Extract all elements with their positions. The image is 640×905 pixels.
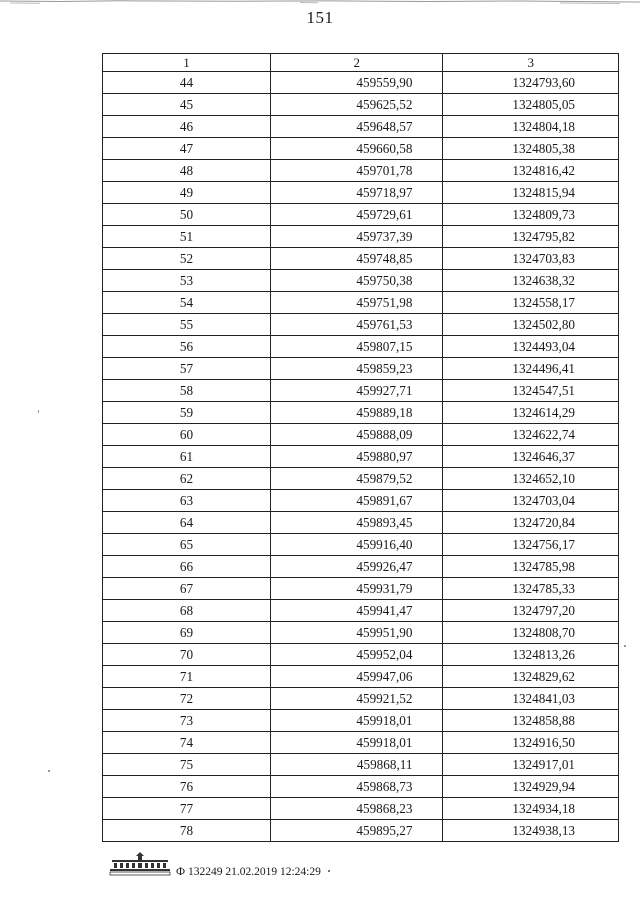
x-coordinate-cell: 459751,98 — [271, 292, 443, 314]
registration-stamp: Ф 132249 21.02.2019 12:24:29 — [176, 866, 321, 878]
table-row — [103, 622, 619, 644]
x-coordinate-cell: 459737,39 — [271, 226, 443, 248]
table-row — [103, 600, 619, 622]
point-number-cell: 71 — [103, 666, 271, 688]
y-coordinate-cell: 1324502,80 — [443, 314, 619, 336]
x-coordinate-cell: 459868,73 — [271, 776, 443, 798]
table-row — [103, 666, 619, 688]
y-coordinate-cell: 1324652,10 — [443, 468, 619, 490]
table-row — [103, 314, 619, 336]
point-number-cell: 49 — [103, 182, 271, 204]
point-number-cell: 70 — [103, 644, 271, 666]
x-coordinate-cell: 459921,52 — [271, 688, 443, 710]
y-coordinate-cell: 1324622,74 — [443, 424, 619, 446]
y-coordinate-cell: 1324805,05 — [443, 94, 619, 116]
x-coordinate-cell: 459918,01 — [271, 732, 443, 754]
y-coordinate-cell: 1324785,33 — [443, 578, 619, 600]
x-coordinate-cell: 459918,01 — [271, 710, 443, 732]
y-coordinate-cell: 1324808,70 — [443, 622, 619, 644]
point-number-cell: 54 — [103, 292, 271, 314]
x-coordinate-cell: 459660,58 — [271, 138, 443, 160]
y-coordinate-cell: 1324841,03 — [443, 688, 619, 710]
point-number-cell: 46 — [103, 116, 271, 138]
table-row — [103, 446, 619, 468]
table-row — [103, 424, 619, 446]
point-number-cell: 76 — [103, 776, 271, 798]
y-coordinate-cell: 1324804,18 — [443, 116, 619, 138]
table-row — [103, 380, 619, 402]
x-coordinate-cell: 459951,90 — [271, 622, 443, 644]
x-coordinate-cell: 459888,09 — [271, 424, 443, 446]
point-number-cell: 59 — [103, 402, 271, 424]
y-coordinate-cell: 1324720,84 — [443, 512, 619, 534]
point-number-cell: 68 — [103, 600, 271, 622]
y-coordinate-cell: 1324829,62 — [443, 666, 619, 688]
x-coordinate-cell: 459880,97 — [271, 446, 443, 468]
y-coordinate-cell: 1324934,18 — [443, 798, 619, 820]
point-number-cell: 77 — [103, 798, 271, 820]
point-number-cell: 74 — [103, 732, 271, 754]
column-header-3: 3 — [443, 54, 619, 72]
table-row — [103, 292, 619, 314]
y-coordinate-cell: 1324614,29 — [443, 402, 619, 424]
table-row — [103, 468, 619, 490]
table-row — [103, 754, 619, 776]
y-coordinate-cell: 1324795,82 — [443, 226, 619, 248]
column-header-1: 1 — [103, 54, 271, 72]
x-coordinate-cell: 459931,79 — [271, 578, 443, 600]
table-row — [103, 94, 619, 116]
x-coordinate-cell: 459701,78 — [271, 160, 443, 182]
x-coordinate-cell: 459648,57 — [271, 116, 443, 138]
y-coordinate-cell: 1324797,20 — [443, 600, 619, 622]
x-coordinate-cell: 459947,06 — [271, 666, 443, 688]
point-number-cell: 73 — [103, 710, 271, 732]
scan-speck — [38, 410, 39, 413]
point-number-cell: 50 — [103, 204, 271, 226]
y-coordinate-cell: 1324809,73 — [443, 204, 619, 226]
table-row — [103, 248, 619, 270]
x-coordinate-cell: 459889,18 — [271, 402, 443, 424]
x-coordinate-cell: 459868,23 — [271, 798, 443, 820]
point-number-cell: 48 — [103, 160, 271, 182]
y-coordinate-cell: 1324929,94 — [443, 776, 619, 798]
y-coordinate-cell: 1324547,51 — [443, 380, 619, 402]
table-row — [103, 182, 619, 204]
table-row — [103, 270, 619, 292]
y-coordinate-cell: 1324793,60 — [443, 72, 619, 94]
point-number-cell: 67 — [103, 578, 271, 600]
table-row — [103, 578, 619, 600]
point-number-cell: 56 — [103, 336, 271, 358]
scan-edge-noise — [0, 0, 640, 6]
point-number-cell: 53 — [103, 270, 271, 292]
point-number-cell: 69 — [103, 622, 271, 644]
point-number-cell: 78 — [103, 820, 271, 842]
x-coordinate-cell: 459941,47 — [271, 600, 443, 622]
point-number-cell: 44 — [103, 72, 271, 94]
point-number-cell: 55 — [103, 314, 271, 336]
x-coordinate-cell: 459748,85 — [271, 248, 443, 270]
y-coordinate-cell: 1324493,04 — [443, 336, 619, 358]
point-number-cell: 51 — [103, 226, 271, 248]
table-row — [103, 820, 619, 842]
point-number-cell: 75 — [103, 754, 271, 776]
x-coordinate-cell: 459625,52 — [271, 94, 443, 116]
point-number-cell: 45 — [103, 94, 271, 116]
table-row — [103, 710, 619, 732]
x-coordinate-cell: 459916,40 — [271, 534, 443, 556]
table-row — [103, 644, 619, 666]
scan-speck — [328, 870, 330, 872]
point-number-cell: 52 — [103, 248, 271, 270]
table-row — [103, 798, 619, 820]
x-coordinate-cell: 459750,38 — [271, 270, 443, 292]
table-row — [103, 160, 619, 182]
x-coordinate-cell: 459893,45 — [271, 512, 443, 534]
point-number-cell: 64 — [103, 512, 271, 534]
table-header-row — [103, 54, 619, 72]
y-coordinate-cell: 1324756,17 — [443, 534, 619, 556]
table-row — [103, 776, 619, 798]
x-coordinate-cell: 459718,97 — [271, 182, 443, 204]
scan-speck — [624, 645, 626, 647]
table-row — [103, 336, 619, 358]
y-coordinate-cell: 1324805,38 — [443, 138, 619, 160]
table-row — [103, 512, 619, 534]
y-coordinate-cell: 1324785,98 — [443, 556, 619, 578]
y-coordinate-cell: 1324816,42 — [443, 160, 619, 182]
table-row — [103, 358, 619, 380]
x-coordinate-cell: 459879,52 — [271, 468, 443, 490]
y-coordinate-cell: 1324858,88 — [443, 710, 619, 732]
x-coordinate-cell: 459952,04 — [271, 644, 443, 666]
coordinates-table — [102, 53, 619, 842]
point-number-cell: 57 — [103, 358, 271, 380]
y-coordinate-cell: 1324815,94 — [443, 182, 619, 204]
y-coordinate-cell: 1324916,50 — [443, 732, 619, 754]
table-row — [103, 490, 619, 512]
table-row — [103, 534, 619, 556]
y-coordinate-cell: 1324638,32 — [443, 270, 619, 292]
page-number: 151 — [306, 8, 334, 27]
x-coordinate-cell: 459926,47 — [271, 556, 443, 578]
x-coordinate-cell: 459807,15 — [271, 336, 443, 358]
x-coordinate-cell: 459868,11 — [271, 754, 443, 776]
y-coordinate-cell: 1324496,41 — [443, 358, 619, 380]
x-coordinate-cell: 459859,23 — [271, 358, 443, 380]
point-number-cell: 58 — [103, 380, 271, 402]
y-coordinate-cell: 1324646,37 — [443, 446, 619, 468]
y-coordinate-cell: 1324558,17 — [443, 292, 619, 314]
table-row — [103, 72, 619, 94]
table-row — [103, 688, 619, 710]
point-number-cell: 65 — [103, 534, 271, 556]
y-coordinate-cell: 1324813,26 — [443, 644, 619, 666]
table-row — [103, 402, 619, 424]
point-number-cell: 61 — [103, 446, 271, 468]
x-coordinate-cell: 459895,27 — [271, 820, 443, 842]
point-number-cell: 66 — [103, 556, 271, 578]
table-row — [103, 138, 619, 160]
y-coordinate-cell: 1324703,83 — [443, 248, 619, 270]
point-number-cell: 62 — [103, 468, 271, 490]
column-header-2: 2 — [271, 54, 443, 72]
table-row — [103, 732, 619, 754]
x-coordinate-cell: 459927,71 — [271, 380, 443, 402]
point-number-cell: 63 — [103, 490, 271, 512]
y-coordinate-cell: 1324938,13 — [443, 820, 619, 842]
table-row — [103, 226, 619, 248]
x-coordinate-cell: 459761,53 — [271, 314, 443, 336]
point-number-cell: 47 — [103, 138, 271, 160]
point-number-cell: 72 — [103, 688, 271, 710]
table-row — [103, 204, 619, 226]
point-number-cell: 60 — [103, 424, 271, 446]
y-coordinate-cell: 1324917,01 — [443, 754, 619, 776]
x-coordinate-cell: 459729,61 — [271, 204, 443, 226]
y-coordinate-cell: 1324703,04 — [443, 490, 619, 512]
building-logo-icon — [108, 850, 172, 876]
table-row — [103, 116, 619, 138]
scan-speck — [48, 770, 50, 772]
x-coordinate-cell: 459891,67 — [271, 490, 443, 512]
table-row — [103, 556, 619, 578]
x-coordinate-cell: 459559,90 — [271, 72, 443, 94]
